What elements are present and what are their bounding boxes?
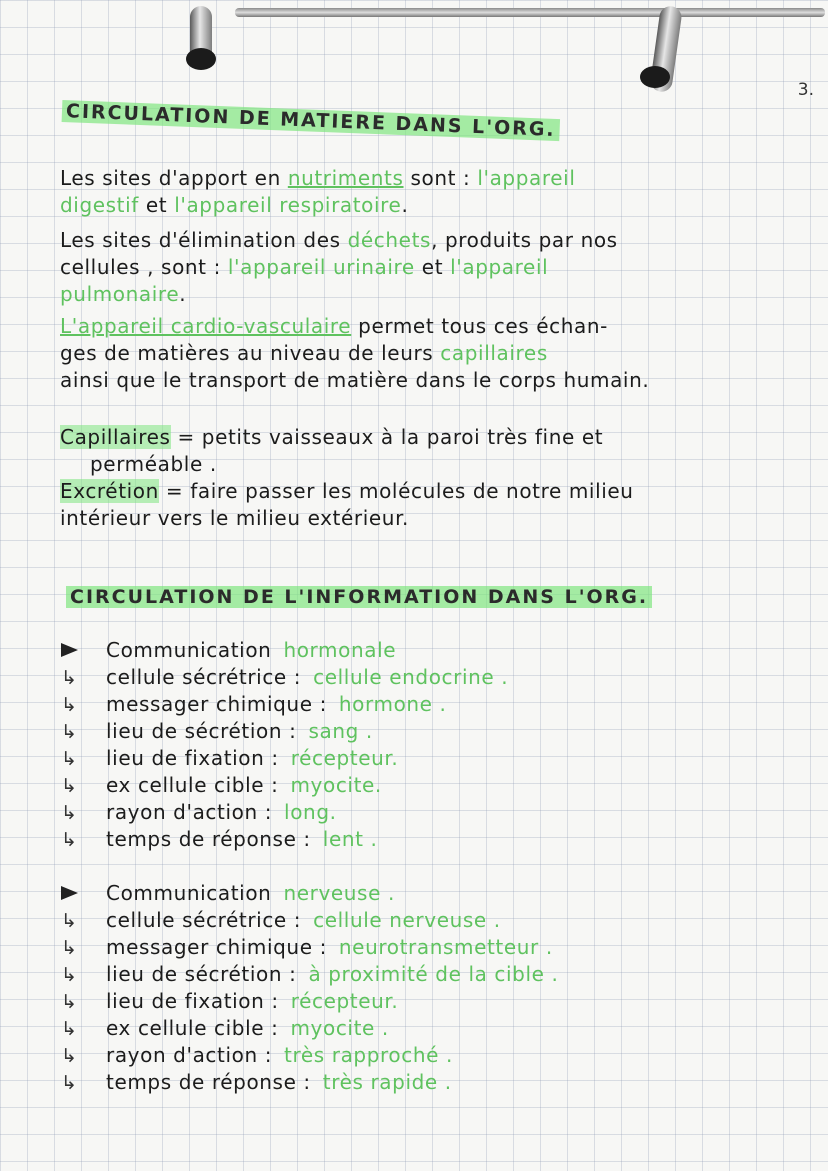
arrow-bullet-icon: ↳ xyxy=(61,802,78,824)
binder-hole-right xyxy=(640,66,670,88)
section-heading-information xyxy=(66,586,652,608)
list-item: ↳ ex cellule cible : myocite . xyxy=(61,1016,389,1040)
list-item: ↳ cellule sécrétrice : cellule endocrine . xyxy=(61,665,509,689)
arrow-bullet-icon: ↳ xyxy=(61,721,78,743)
keyword-dechets: déchets xyxy=(347,228,432,252)
term-capillaires: Capillaires xyxy=(60,425,171,449)
nervous-communication-list xyxy=(58,880,558,1096)
arrow-bullet-icon: ↳ xyxy=(61,694,78,716)
term-excretion: Excrétion xyxy=(60,479,159,503)
arrow-bullet-icon: ↳ xyxy=(61,829,78,851)
arrow-bullet-icon: ↳ xyxy=(61,667,78,689)
section-heading-information-text: CIRCULATION DE L'INFORMATION DANS L'ORG. xyxy=(66,586,652,608)
list-item: ↳ lieu de fixation : récepteur. xyxy=(61,746,399,770)
list-item: ↳ temps de réponse : lent . xyxy=(61,827,378,851)
binder-hole-left xyxy=(186,48,216,70)
triangle-bullet-icon xyxy=(61,643,78,657)
keyword-nutriments: nutriments xyxy=(287,166,404,190)
list-title: Communication hormonale xyxy=(58,637,508,664)
list-item: ↳ messager chimique : hormone . xyxy=(61,692,447,716)
section-heading-matter xyxy=(62,100,560,141)
paragraph-cardiovascular: L'appareil cardio-vasculaire permet tous ces échan- ges de matières au niveau de leurs capillaires ainsi que le transport de matière dans le corps humain. xyxy=(60,314,650,392)
list-item: ↳ rayon d'action : très rapproché . xyxy=(61,1043,453,1067)
page-number: 3. xyxy=(797,80,814,100)
list-item: ↳ messager chimique : neurotransmetteur . xyxy=(61,935,553,959)
paragraph-waste-sites: Les sites d'élimination des déchets, produits par nos cellules , sont : l'appareil urinaire et l'appareil pulmonaire. xyxy=(60,228,618,306)
arrow-bullet-icon: ↳ xyxy=(61,1045,78,1067)
arrow-bullet-icon: ↳ xyxy=(61,775,78,797)
arrow-bullet-icon: ↳ xyxy=(61,991,78,1013)
list-item: ↳ lieu de sécrétion : à proximité de la cible . xyxy=(61,962,559,986)
arrow-bullet-icon: ↳ xyxy=(61,937,78,959)
list-item: ↳ lieu de sécrétion : sang . xyxy=(61,719,373,743)
triangle-bullet-icon xyxy=(61,886,78,900)
binder-rod xyxy=(235,8,825,17)
paragraph-nutrient-sites: Les sites d'apport en nutriments sont : l'appareil digestif et l'appareil respiratoire. xyxy=(60,166,576,217)
list-item: ↳ ex cellule cible : myocite. xyxy=(61,773,382,797)
list-item: ↳ rayon d'action : long. xyxy=(61,800,337,824)
arrow-bullet-icon: ↳ xyxy=(61,1018,78,1040)
arrow-bullet-icon: ↳ xyxy=(61,748,78,770)
definitions: Capillaires = petits vaisseaux à la paroi très fine et perméable . Excrétion = faire passer les molécules de notre milieu intérieur vers le milieu extérieur. xyxy=(60,425,634,530)
list-item: ↳ lieu de fixation : récepteur. xyxy=(61,989,399,1013)
list-item: ↳ cellule sécrétrice : cellule nerveuse . xyxy=(61,908,501,932)
list-title: Communication nerveuse . xyxy=(58,880,558,907)
arrow-bullet-icon: ↳ xyxy=(61,964,78,986)
arrow-bullet-icon: ↳ xyxy=(61,1072,78,1094)
hormonal-communication-list xyxy=(58,637,508,853)
list-item: ↳ temps de réponse : très rapide . xyxy=(61,1070,452,1094)
keyword-cardio-vasculaire: L'appareil cardio-vasculaire xyxy=(60,314,352,338)
section-heading-matter-text: CIRCULATION DE MATIERE DANS L'ORG. xyxy=(62,100,560,141)
arrow-bullet-icon: ↳ xyxy=(61,910,78,932)
